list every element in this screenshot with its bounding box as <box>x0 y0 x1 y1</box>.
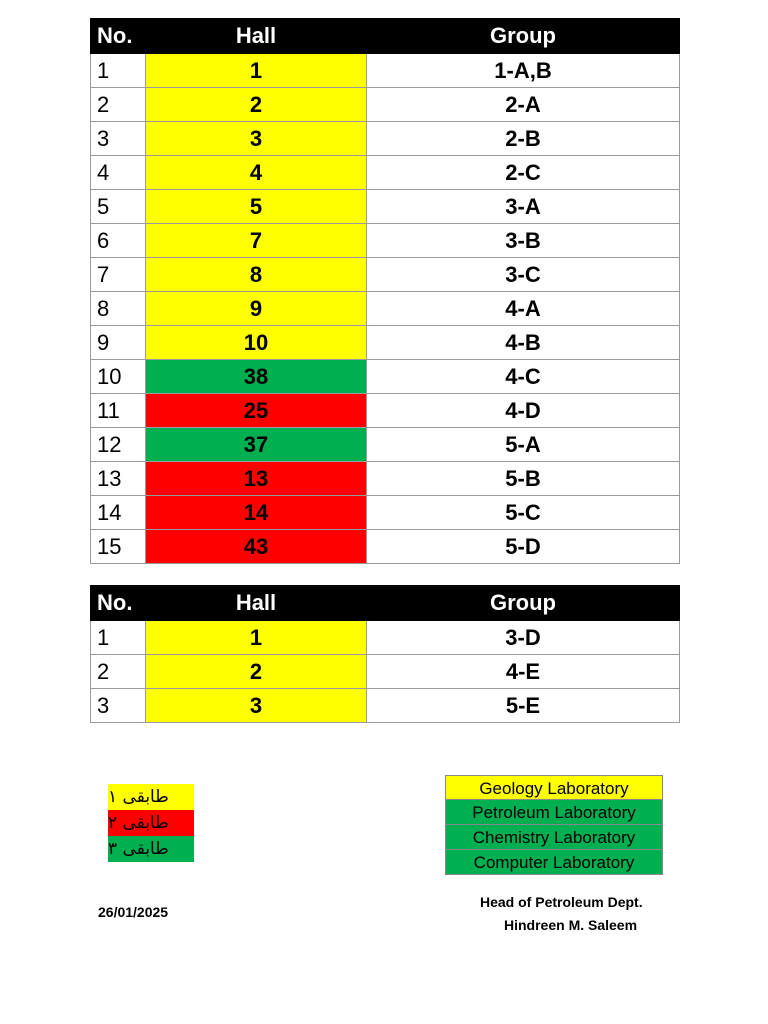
group-cell: 4-E <box>367 655 680 689</box>
table-row <box>91 88 680 122</box>
table-row <box>91 530 680 564</box>
group-cell: 2-C <box>367 156 680 190</box>
row-number: 8 <box>91 292 146 326</box>
floor-legend-item: طابقی ١ <box>108 784 194 810</box>
row-number: 11 <box>91 394 146 428</box>
group-cell: 4-B <box>367 326 680 360</box>
table-row <box>91 360 680 394</box>
schedule-table-2-body <box>91 586 680 723</box>
row-number: 3 <box>91 689 146 723</box>
group-cell: 3-A <box>367 190 680 224</box>
hall-cell: 3 <box>146 122 367 156</box>
hall-cell: 7 <box>146 224 367 258</box>
row-number: 14 <box>91 496 146 530</box>
row-number: 1 <box>91 621 146 655</box>
signature-title: Head of Petroleum Dept. <box>480 894 643 910</box>
table-row <box>91 258 680 292</box>
row-number: 13 <box>91 462 146 496</box>
group-cell: 2-B <box>367 122 680 156</box>
row-number: 7 <box>91 258 146 292</box>
group-cell: 1-A,B <box>367 54 680 88</box>
header-group: Group <box>367 586 680 621</box>
schedule-table-1-body <box>91 19 680 564</box>
row-number: 1 <box>91 54 146 88</box>
group-cell: 5-C <box>367 496 680 530</box>
table-row <box>91 122 680 156</box>
lab-legend-item: Petroleum Laboratory <box>445 800 663 825</box>
laboratory-color-legend <box>445 775 663 875</box>
hall-cell: 14 <box>146 496 367 530</box>
floor-legend-item: طابقی ٢ <box>108 810 194 836</box>
row-number: 4 <box>91 156 146 190</box>
group-cell: 5-A <box>367 428 680 462</box>
schedule-table-1 <box>90 18 680 564</box>
hall-cell: 1 <box>146 54 367 88</box>
group-cell: 4-C <box>367 360 680 394</box>
hall-cell: 13 <box>146 462 367 496</box>
table-row <box>91 655 680 689</box>
table-row <box>91 689 680 723</box>
hall-cell: 2 <box>146 88 367 122</box>
group-cell: 2-A <box>367 88 680 122</box>
lab-legend-item: Computer Laboratory <box>445 850 663 875</box>
group-cell: 3-C <box>367 258 680 292</box>
hall-cell: 4 <box>146 156 367 190</box>
table-row <box>91 224 680 258</box>
hall-cell: 8 <box>146 258 367 292</box>
hall-cell: 10 <box>146 326 367 360</box>
table-header-row <box>91 19 680 54</box>
group-cell: 3-B <box>367 224 680 258</box>
table-row <box>91 428 680 462</box>
hall-cell: 43 <box>146 530 367 564</box>
lab-legend-item: Chemistry Laboratory <box>445 825 663 850</box>
table-row <box>91 326 680 360</box>
row-number: 6 <box>91 224 146 258</box>
hall-cell: 9 <box>146 292 367 326</box>
row-number: 3 <box>91 122 146 156</box>
table-row <box>91 394 680 428</box>
floor-color-legend <box>108 784 194 862</box>
hall-cell: 37 <box>146 428 367 462</box>
row-number: 2 <box>91 655 146 689</box>
floor-legend-item: طابقی ٣ <box>108 836 194 862</box>
signature-name: Hindreen M. Saleem <box>504 917 638 933</box>
group-cell: 3-D <box>367 621 680 655</box>
row-number: 9 <box>91 326 146 360</box>
hall-cell: 38 <box>146 360 367 394</box>
hall-cell: 2 <box>146 655 367 689</box>
lab-legend-item: Geology Laboratory <box>445 775 663 800</box>
table-row <box>91 54 680 88</box>
table-row <box>91 292 680 326</box>
hall-cell: 3 <box>146 689 367 723</box>
table-row <box>91 156 680 190</box>
row-number: 12 <box>91 428 146 462</box>
header-no: No. <box>91 19 146 54</box>
header-no: No. <box>91 586 146 621</box>
header-group: Group <box>367 19 680 54</box>
document-date: 26/01/2025 <box>98 904 169 920</box>
row-number: 15 <box>91 530 146 564</box>
table-header-row <box>91 586 680 621</box>
row-number: 2 <box>91 88 146 122</box>
group-cell: 4-A <box>367 292 680 326</box>
signature-block <box>480 891 643 937</box>
table-row <box>91 621 680 655</box>
table-row <box>91 190 680 224</box>
hall-cell: 5 <box>146 190 367 224</box>
group-cell: 4-D <box>367 394 680 428</box>
group-cell: 5-E <box>367 689 680 723</box>
header-hall: Hall <box>146 19 367 54</box>
row-number: 5 <box>91 190 146 224</box>
row-number: 10 <box>91 360 146 394</box>
hall-cell: 1 <box>146 621 367 655</box>
group-cell: 5-D <box>367 530 680 564</box>
header-hall: Hall <box>146 586 367 621</box>
hall-cell: 25 <box>146 394 367 428</box>
table-row <box>91 462 680 496</box>
schedule-table-2 <box>90 585 680 723</box>
group-cell: 5-B <box>367 462 680 496</box>
table-row <box>91 496 680 530</box>
